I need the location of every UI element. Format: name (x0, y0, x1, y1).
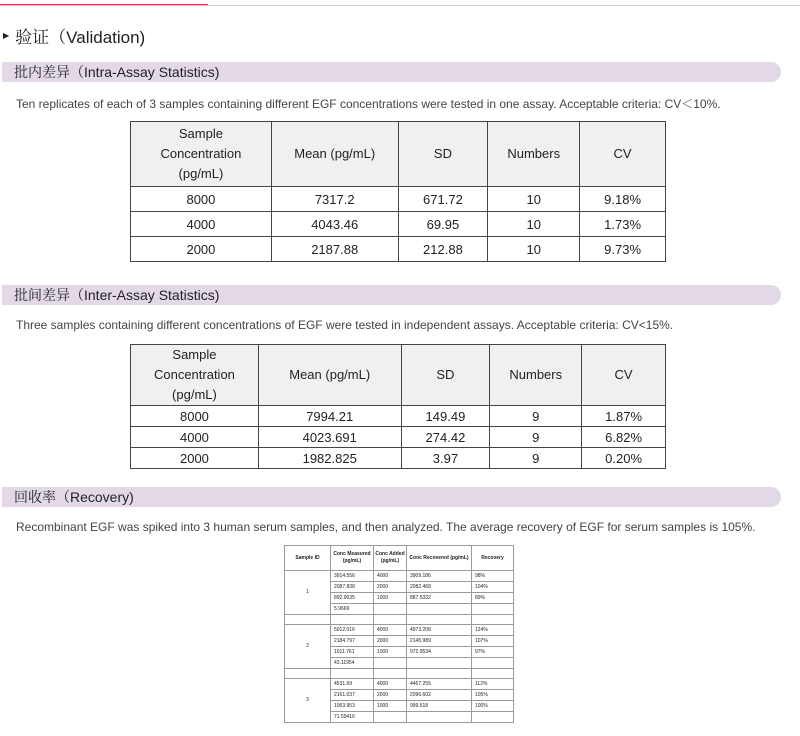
table-cell (472, 604, 514, 615)
table-cell: 4043.46 (271, 212, 398, 237)
table-cell: 71.59416 (331, 712, 374, 723)
table-row (285, 679, 514, 690)
inter-assay-table (130, 344, 666, 469)
table-cell: 2082.468 (407, 582, 472, 593)
column-header: Mean (pg/mL) (271, 122, 398, 187)
table-cell: 1982.825 (258, 448, 401, 469)
table-cell: 887.5332 (407, 593, 472, 604)
column-header: Numbers (488, 122, 580, 187)
table-cell: 4973.208 (407, 625, 472, 636)
section-heading-inter: 批间差异（Inter-Assay Statistics) (2, 285, 781, 305)
table-cell: 999.518 (407, 701, 472, 712)
table-row (131, 406, 666, 427)
column-header: CV (580, 122, 666, 187)
column-header: Mean (pg/mL) (258, 345, 401, 406)
table-cell (374, 604, 407, 615)
table-cell: 89% (472, 593, 514, 604)
column-header: SD (401, 345, 490, 406)
table-cell: 2000 (374, 690, 407, 701)
table-cell: 2000 (131, 448, 259, 469)
section-heading-recovery: 回收率（Recovery) (2, 487, 781, 507)
page-title (3, 22, 145, 48)
table-header-row (131, 122, 666, 187)
table-cell: 3909.186 (407, 571, 472, 582)
table-cell: 4023.691 (258, 427, 401, 448)
column-header: Sample Concentration (pg/mL) (131, 345, 259, 406)
column-header: Conc Recovered (pg/mL) (407, 546, 472, 571)
table-cell: 4000 (374, 571, 407, 582)
table-cell: 10 (488, 212, 580, 237)
table-cell: 274.42 (401, 427, 490, 448)
spacer-row (285, 615, 514, 625)
table-cell: 1.87% (582, 406, 666, 427)
table-cell: 2184.797 (331, 636, 374, 647)
table-cell: 892.9035 (331, 593, 374, 604)
page-title-text: 验证（Validation) (15, 27, 146, 47)
table-cell: 43.11954 (331, 658, 374, 669)
table-cell: 10 (488, 237, 580, 262)
table-header-row (285, 546, 514, 571)
table-cell (374, 658, 407, 669)
column-header: Sample ID (285, 546, 331, 571)
table-cell: 149.49 (401, 406, 490, 427)
table-cell (407, 712, 472, 723)
column-header: Recovery (472, 546, 514, 571)
column-header: Conc Measured (pg/mL) (331, 546, 374, 571)
table-cell: 2000 (131, 237, 272, 262)
table-cell: 671.72 (398, 187, 488, 212)
table-row (285, 571, 514, 582)
column-header: Numbers (490, 345, 582, 406)
table-cell: 4000 (374, 679, 407, 690)
table-cell: 3.97 (401, 448, 490, 469)
table-cell: 1063.953 (331, 701, 374, 712)
recovery-table-image (284, 545, 513, 725)
table-cell: 105% (472, 690, 514, 701)
table-cell: 98% (472, 571, 514, 582)
sample-id-cell: 2 (285, 625, 331, 669)
sample-id-cell: 1 (285, 571, 331, 615)
table-cell: 1.73% (580, 212, 666, 237)
column-header: Conc Added (pg/mL) (374, 546, 407, 571)
table-cell: 212.88 (398, 237, 488, 262)
bullet-arrow-icon: ▶ (3, 30, 10, 40)
table-row (285, 625, 514, 636)
table-cell: 5.9669 (331, 604, 374, 615)
intra-assay-table (130, 121, 666, 262)
table-row (131, 212, 666, 237)
table-cell: 2096.602 (407, 690, 472, 701)
table-cell: 2087.838 (331, 582, 374, 593)
table-cell: 3914.556 (331, 571, 374, 582)
table-cell: 9.18% (580, 187, 666, 212)
table-cell: 97% (472, 647, 514, 658)
table-cell: 1000 (374, 593, 407, 604)
table-cell: 4000 (131, 427, 259, 448)
table-cell: 2161.037 (331, 690, 374, 701)
table-cell: 0.20% (582, 448, 666, 469)
spacer-row (285, 669, 514, 679)
section-heading-intra: 批内差异（Intra-Assay Statistics) (2, 62, 781, 82)
table-cell: 2000 (374, 636, 407, 647)
table-cell: 972.9534 (407, 647, 472, 658)
table-cell: 112% (472, 679, 514, 690)
table-cell: 9.73% (580, 237, 666, 262)
column-header: Sample Concentration (pg/mL) (131, 122, 272, 187)
table-cell (407, 658, 472, 669)
table-cell (374, 712, 407, 723)
table-cell: 1000 (374, 701, 407, 712)
recovery-description: Recombinant EGF was spiked into 3 human serum samples, and then analyzed. The average recovery of EGF for serum samples is 105%. (16, 520, 756, 534)
recovery-table (284, 545, 514, 723)
table-cell: 9 (490, 427, 582, 448)
table-cell: 104% (472, 582, 514, 593)
table-cell: 69.95 (398, 212, 488, 237)
table-cell (472, 658, 514, 669)
table-cell: 100% (472, 701, 514, 712)
table-cell: 1000 (374, 647, 407, 658)
table-cell: 5012.016 (331, 625, 374, 636)
table-cell: 8000 (131, 187, 272, 212)
table-cell: 1011.761 (331, 647, 374, 658)
table-cell: 6.82% (582, 427, 666, 448)
table-cell: 7994.21 (258, 406, 401, 427)
top-divider (0, 5, 800, 6)
table-cell: 124% (472, 625, 514, 636)
table-cell: 8000 (131, 406, 259, 427)
table-cell: 10 (488, 187, 580, 212)
table-row (131, 237, 666, 262)
table-header-row (131, 345, 666, 406)
table-cell: 4000 (374, 625, 407, 636)
table-cell (407, 604, 472, 615)
table-cell: 4467.255 (407, 679, 472, 690)
inter-description: Three samples containing different concentrations of EGF were tested in independent assays. Acceptable criteria: CV<15%. (16, 318, 674, 332)
table-cell: 9 (490, 406, 582, 427)
table-cell: 9 (490, 448, 582, 469)
table-row (131, 427, 666, 448)
table-cell: 107% (472, 636, 514, 647)
column-header: SD (398, 122, 488, 187)
table-cell: 7317.2 (271, 187, 398, 212)
table-cell: 2145.989 (407, 636, 472, 647)
intra-description: Ten replicates of each of 3 samples containing different EGF concentrations were tested in one assay. Acceptable criteria: CV＜10%. (16, 97, 721, 111)
table-cell: 2187.88 (271, 237, 398, 262)
column-header: CV (582, 345, 666, 406)
table-cell: 4000 (131, 212, 272, 237)
table-cell: 2000 (374, 582, 407, 593)
sample-id-cell: 3 (285, 679, 331, 723)
table-cell (472, 712, 514, 723)
table-cell: 4531.69 (331, 679, 374, 690)
table-row (131, 448, 666, 469)
table-row (131, 187, 666, 212)
